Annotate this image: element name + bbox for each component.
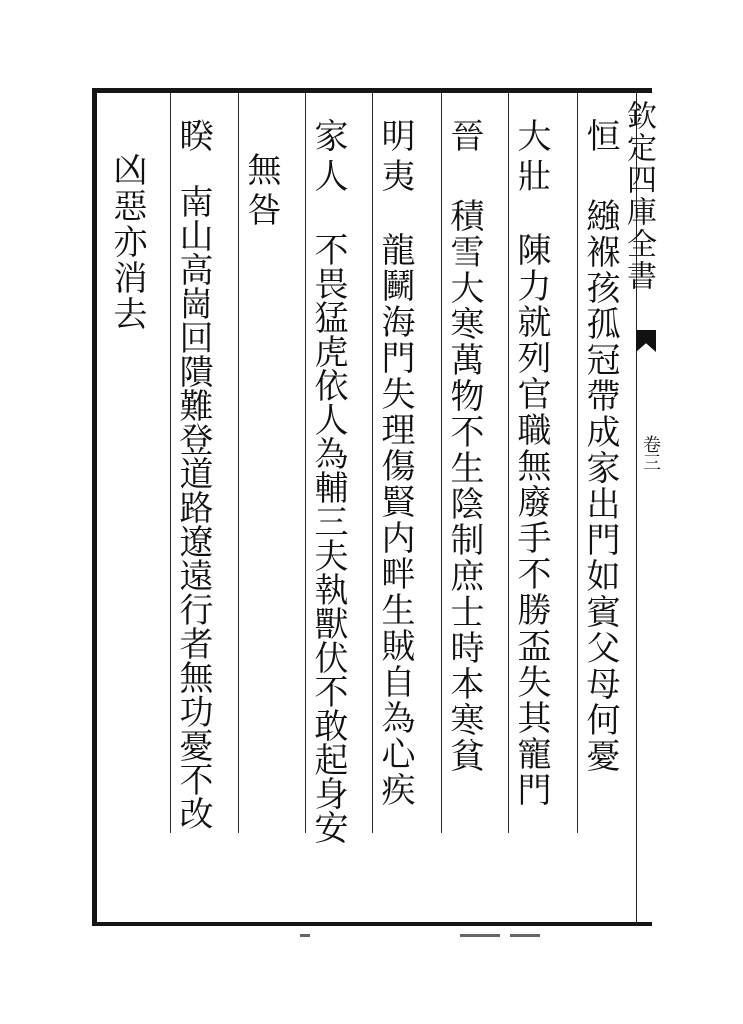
hexagram-heading: 睽 — [173, 118, 213, 158]
bottom-mark — [460, 934, 500, 937]
column-rule — [372, 93, 373, 833]
verse-text: 繈褓孩孤冠帶成家出門如賓父母何憂 — [580, 198, 620, 774]
hexagram-heading: 明夷 — [375, 118, 415, 198]
verse-text: 陳力就列官職無廢手不勝盃失其寵門 — [511, 232, 551, 808]
verse-text: 凶惡亦消去 — [107, 152, 147, 332]
column-rule — [170, 93, 171, 833]
book-title: 欽定四庫全書 — [621, 100, 656, 292]
volume-label: 卷三 — [640, 435, 661, 471]
hexagram-heading: 恒 — [580, 118, 620, 158]
hexagram-heading: 家人 — [308, 118, 348, 198]
hexagram-heading: 大壯 — [511, 118, 551, 198]
bottom-mark — [510, 934, 540, 937]
verdict-text: 無咎 — [241, 152, 281, 232]
verse-text: 積雪大寒萬物不生陰制庶士時本寒貧 — [444, 198, 484, 774]
column-rule — [441, 93, 442, 833]
column-rule — [508, 93, 509, 833]
column-rule — [305, 93, 306, 833]
column-rule — [238, 93, 239, 833]
hexagram-heading: 晉 — [444, 118, 484, 158]
verse-text: 龍鬭海門失理傷賢内畔生賊自為心疾 — [375, 232, 415, 808]
verse-text: 南山高崗回隤難登道路遼遠行者無功憂不改 — [173, 184, 213, 830]
column-rule — [577, 93, 578, 833]
verse-text: 不畏猛虎依人為輔三夫執獸伏不敢起身安 — [308, 232, 348, 844]
bottom-mark — [300, 934, 310, 937]
